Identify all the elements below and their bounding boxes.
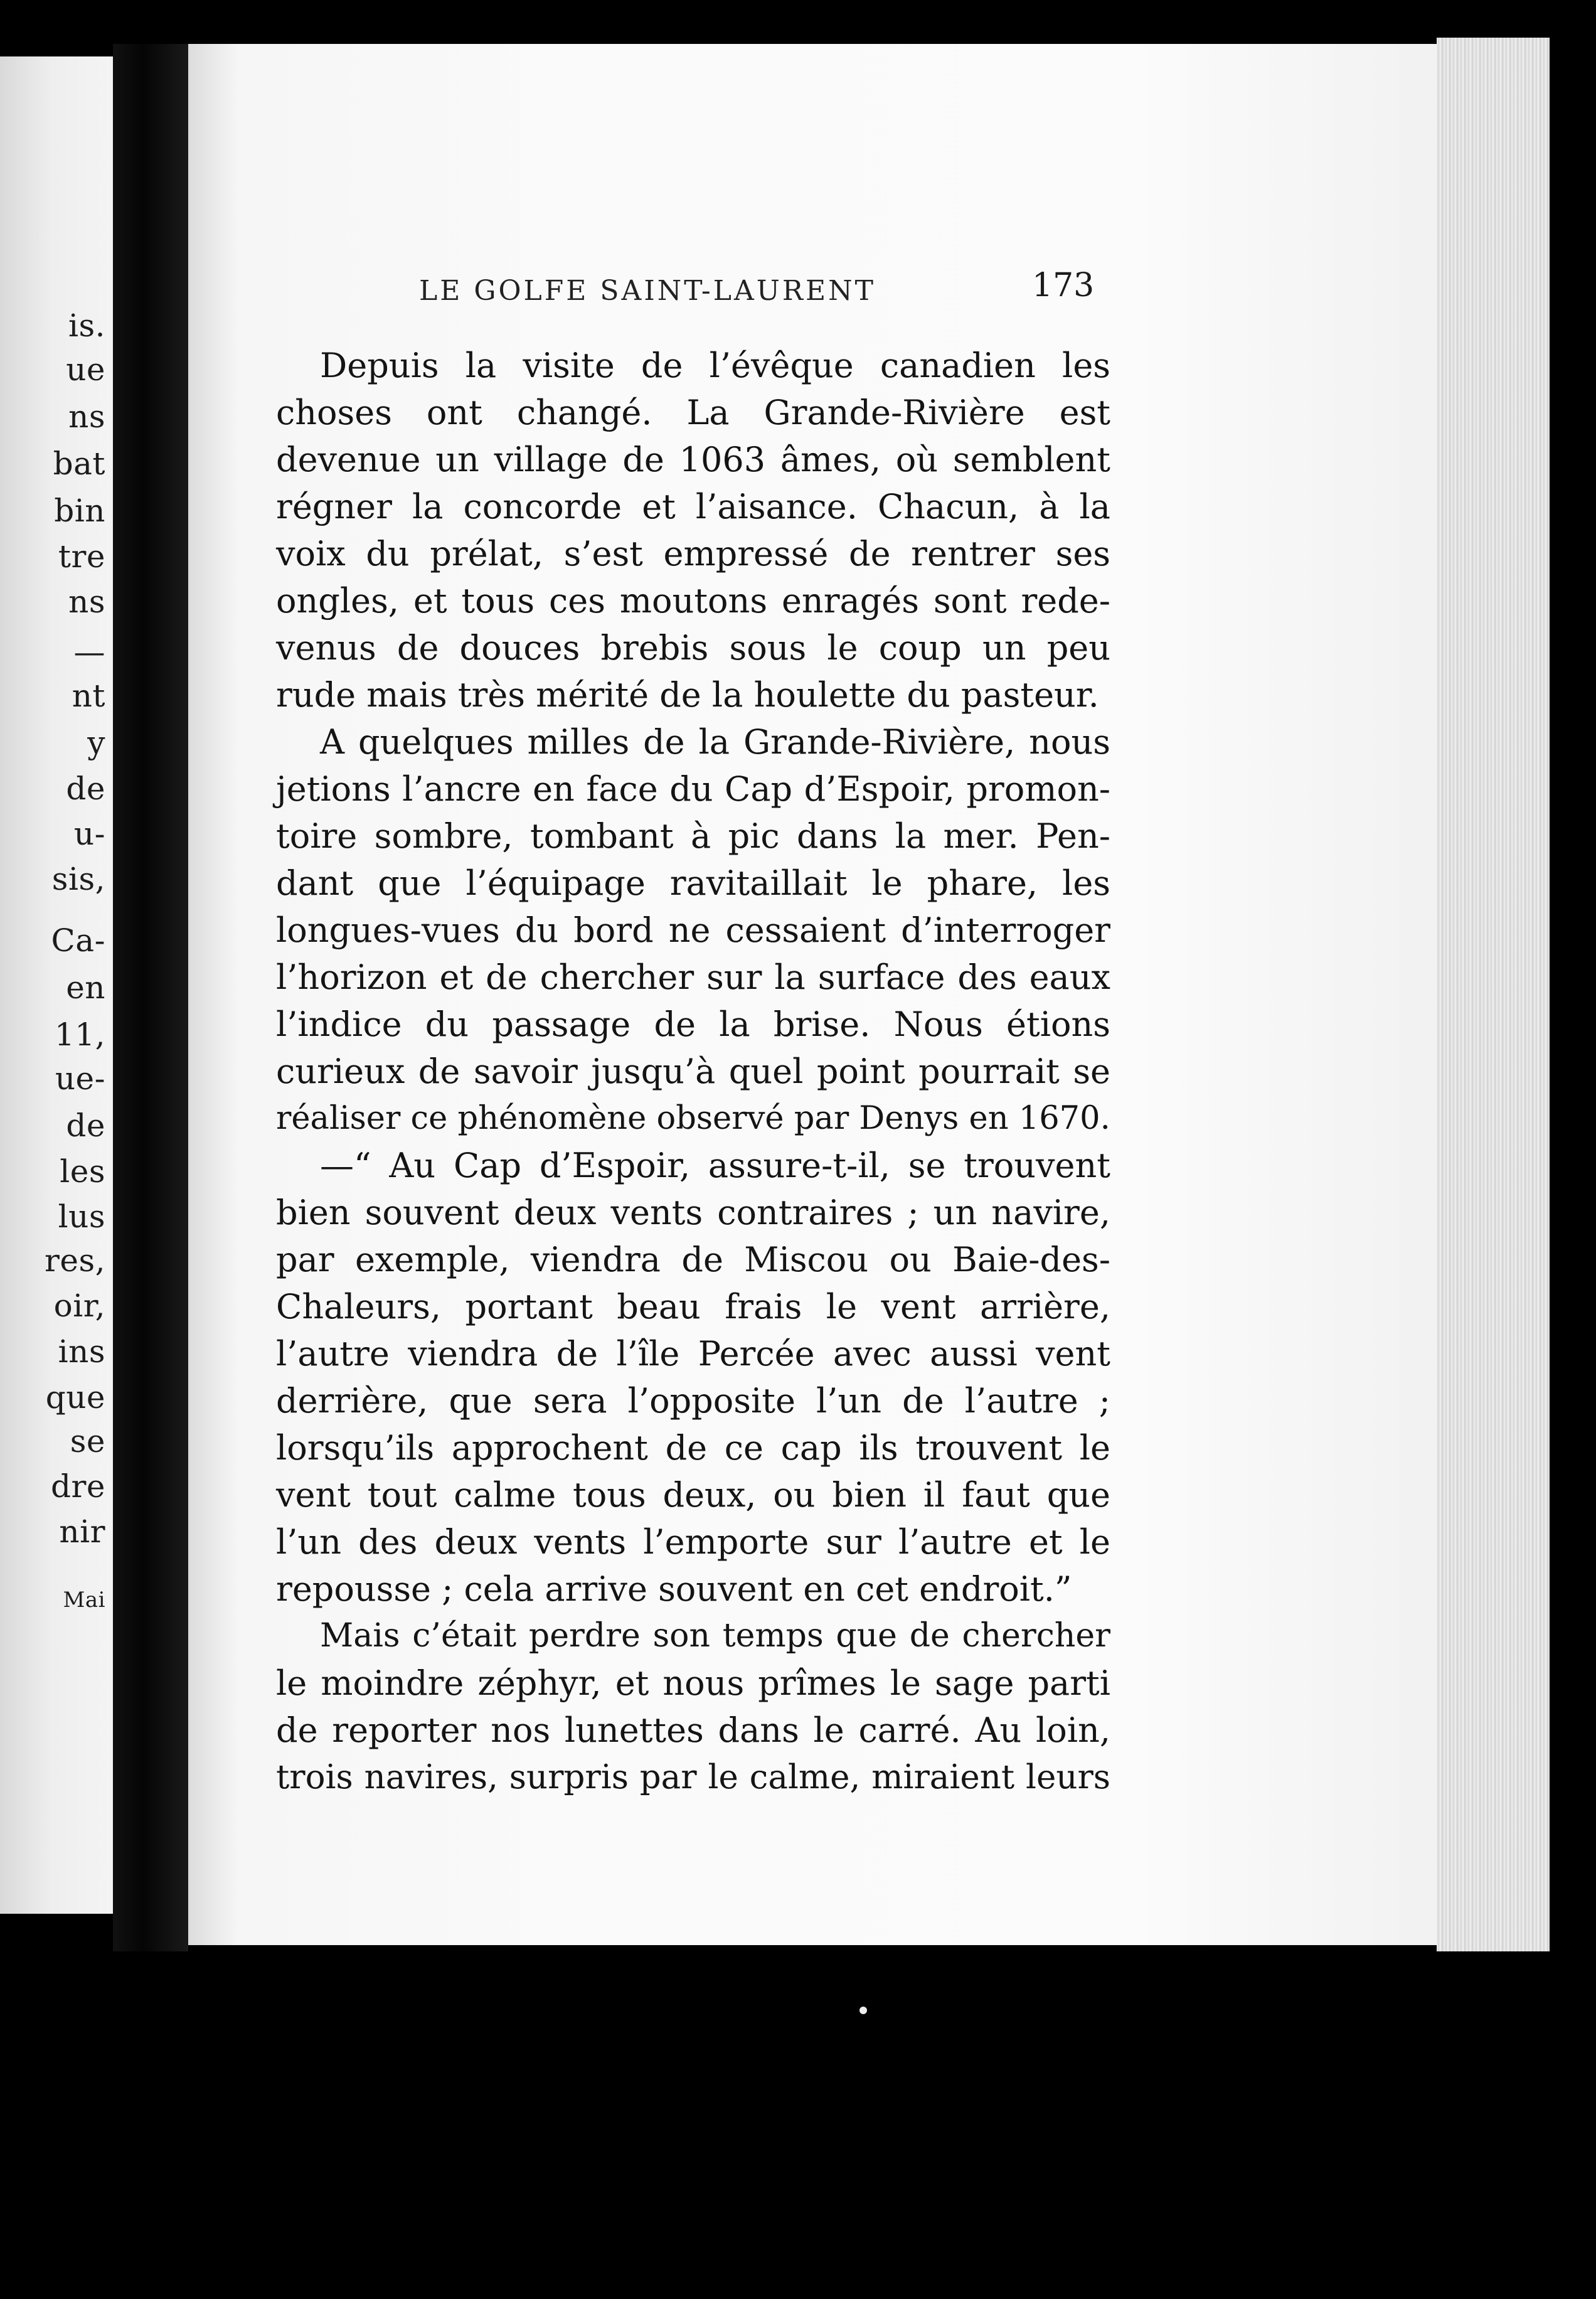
text-line: longues-vues du bord ne cessaient d’interroger: [276, 910, 1110, 950]
text-line: voix du prélat, s’est empressé de rentrer ses: [276, 534, 1110, 573]
left-page-fragment: y: [87, 725, 105, 761]
left-page-fragment: u-: [73, 816, 105, 852]
left-page-fragment: is.: [68, 307, 105, 344]
speck: [859, 2007, 867, 2014]
text-line: rude mais très mérité de la houlette du pasteur.: [276, 675, 1099, 715]
left-page-fragment: bin: [54, 493, 105, 529]
running-head: LE GOLFE SAINT-LAURENT: [419, 275, 876, 307]
left-page-fragment: 11,: [54, 1016, 105, 1053]
left-page-fragment: que: [45, 1379, 105, 1416]
text-line: choses ont changé. La Grande-Rivière est: [276, 393, 1110, 432]
text-line: devenue un village de 1063 âmes, où semblent: [276, 440, 1110, 479]
page-number: 173: [1032, 267, 1095, 304]
left-page-fragment: nt: [72, 678, 105, 714]
text-line: lorsqu’ils approchent de ce cap ils trouvent le: [276, 1428, 1110, 1468]
page-edges: [1437, 38, 1550, 1964]
left-page-fragment: lus: [58, 1198, 105, 1235]
text-line: le moindre zéphyr, et nous prîmes le sage parti: [276, 1663, 1110, 1703]
text-line: trois navires, surpris par le calme, miraient leurs: [276, 1758, 1110, 1796]
text-line: derrière, que sera l’opposite l’un de l’autre ;: [276, 1381, 1110, 1421]
text-line: toire sombre, tombant à pic dans la mer. Pen-: [276, 816, 1110, 856]
text-line: curieux de savoir jusqu’à quel point pourrait se: [276, 1052, 1110, 1091]
left-page-fragment: sis,: [51, 861, 105, 897]
text-line: jetions l’ancre en face du Cap d’Espoir, promon-: [276, 769, 1110, 809]
text-line: ongles, et tous ces moutons enragés sont rede-: [276, 581, 1110, 621]
text-line: vent tout calme tous deux, ou bien il faut que: [276, 1475, 1110, 1515]
left-facing-page: [0, 56, 113, 1914]
text-line: l’indice du passage de la brise. Nous étions: [276, 1005, 1110, 1044]
left-page-fragment: Ca-: [51, 922, 105, 959]
left-page-fragment: tre: [58, 538, 105, 575]
text-line: l’autre viendra de l’île Percée avec aussi vent: [276, 1334, 1110, 1374]
left-page-fragment: les: [60, 1153, 105, 1190]
text-line: l’un des deux vents l’emporte sur l’autre et le: [276, 1522, 1110, 1562]
scan-border-bottom: [0, 1951, 1596, 2299]
book-gutter: [113, 44, 188, 1951]
left-page-fragment: —: [73, 634, 105, 670]
left-page-fragment: de: [66, 1107, 105, 1144]
text-line: venus de douces brebis sous le coup un peu: [276, 628, 1110, 668]
text-line: dant que l’équipage ravitaillait le phare, les: [276, 863, 1110, 903]
text-line: l’horizon et de chercher sur la surface des eaux: [276, 957, 1110, 997]
text-line: repousse ; cela arrive souvent en cet endroit.”: [276, 1569, 1072, 1609]
left-page-fragment: ins: [58, 1333, 105, 1370]
text-line: réaliser ce phénomène observé par Denys en 1670.: [276, 1100, 1110, 1137]
left-page-fragment: Mai: [63, 1587, 105, 1613]
text-line: par exemple, viendra de Miscou ou Baie-des-: [276, 1240, 1110, 1279]
left-page-fragment: ue: [66, 351, 105, 388]
left-page-fragment: dre: [51, 1468, 105, 1505]
text-line: régner la concorde et l’aisance. Chacun, à la: [276, 487, 1110, 526]
left-page-fragment: ns: [68, 398, 105, 435]
left-page-fragment: en: [66, 969, 105, 1006]
text-line: Depuis la visite de l’évêque canadien les: [320, 346, 1110, 385]
text-line: bien souvent deux vents contraires ; un navire,: [276, 1193, 1110, 1232]
left-page-fragment: oir,: [53, 1288, 105, 1324]
left-page-fragment: res,: [44, 1242, 105, 1279]
text-line: de reporter nos lunettes dans le carré. Au loin,: [276, 1710, 1110, 1750]
text-line: Mais c’était perdre son temps que de chercher: [320, 1617, 1110, 1655]
left-page-fragment: nir: [59, 1513, 105, 1550]
left-page-fragment: se: [70, 1423, 105, 1459]
left-page-fragment: bat: [53, 445, 105, 482]
body-text: [276, 342, 1110, 1801]
left-page-fragment: ns: [68, 584, 105, 620]
left-page-fragment: de: [66, 771, 105, 807]
text-line: A quelques milles de la Grande-Rivière, nous: [320, 722, 1110, 762]
text-line: —“ Au Cap d’Espoir, assure-t-il, se trouvent: [320, 1146, 1110, 1185]
left-page-fragment: ue-: [55, 1060, 105, 1097]
text-line: Chaleurs, portant beau frais le vent arrière,: [276, 1287, 1110, 1326]
